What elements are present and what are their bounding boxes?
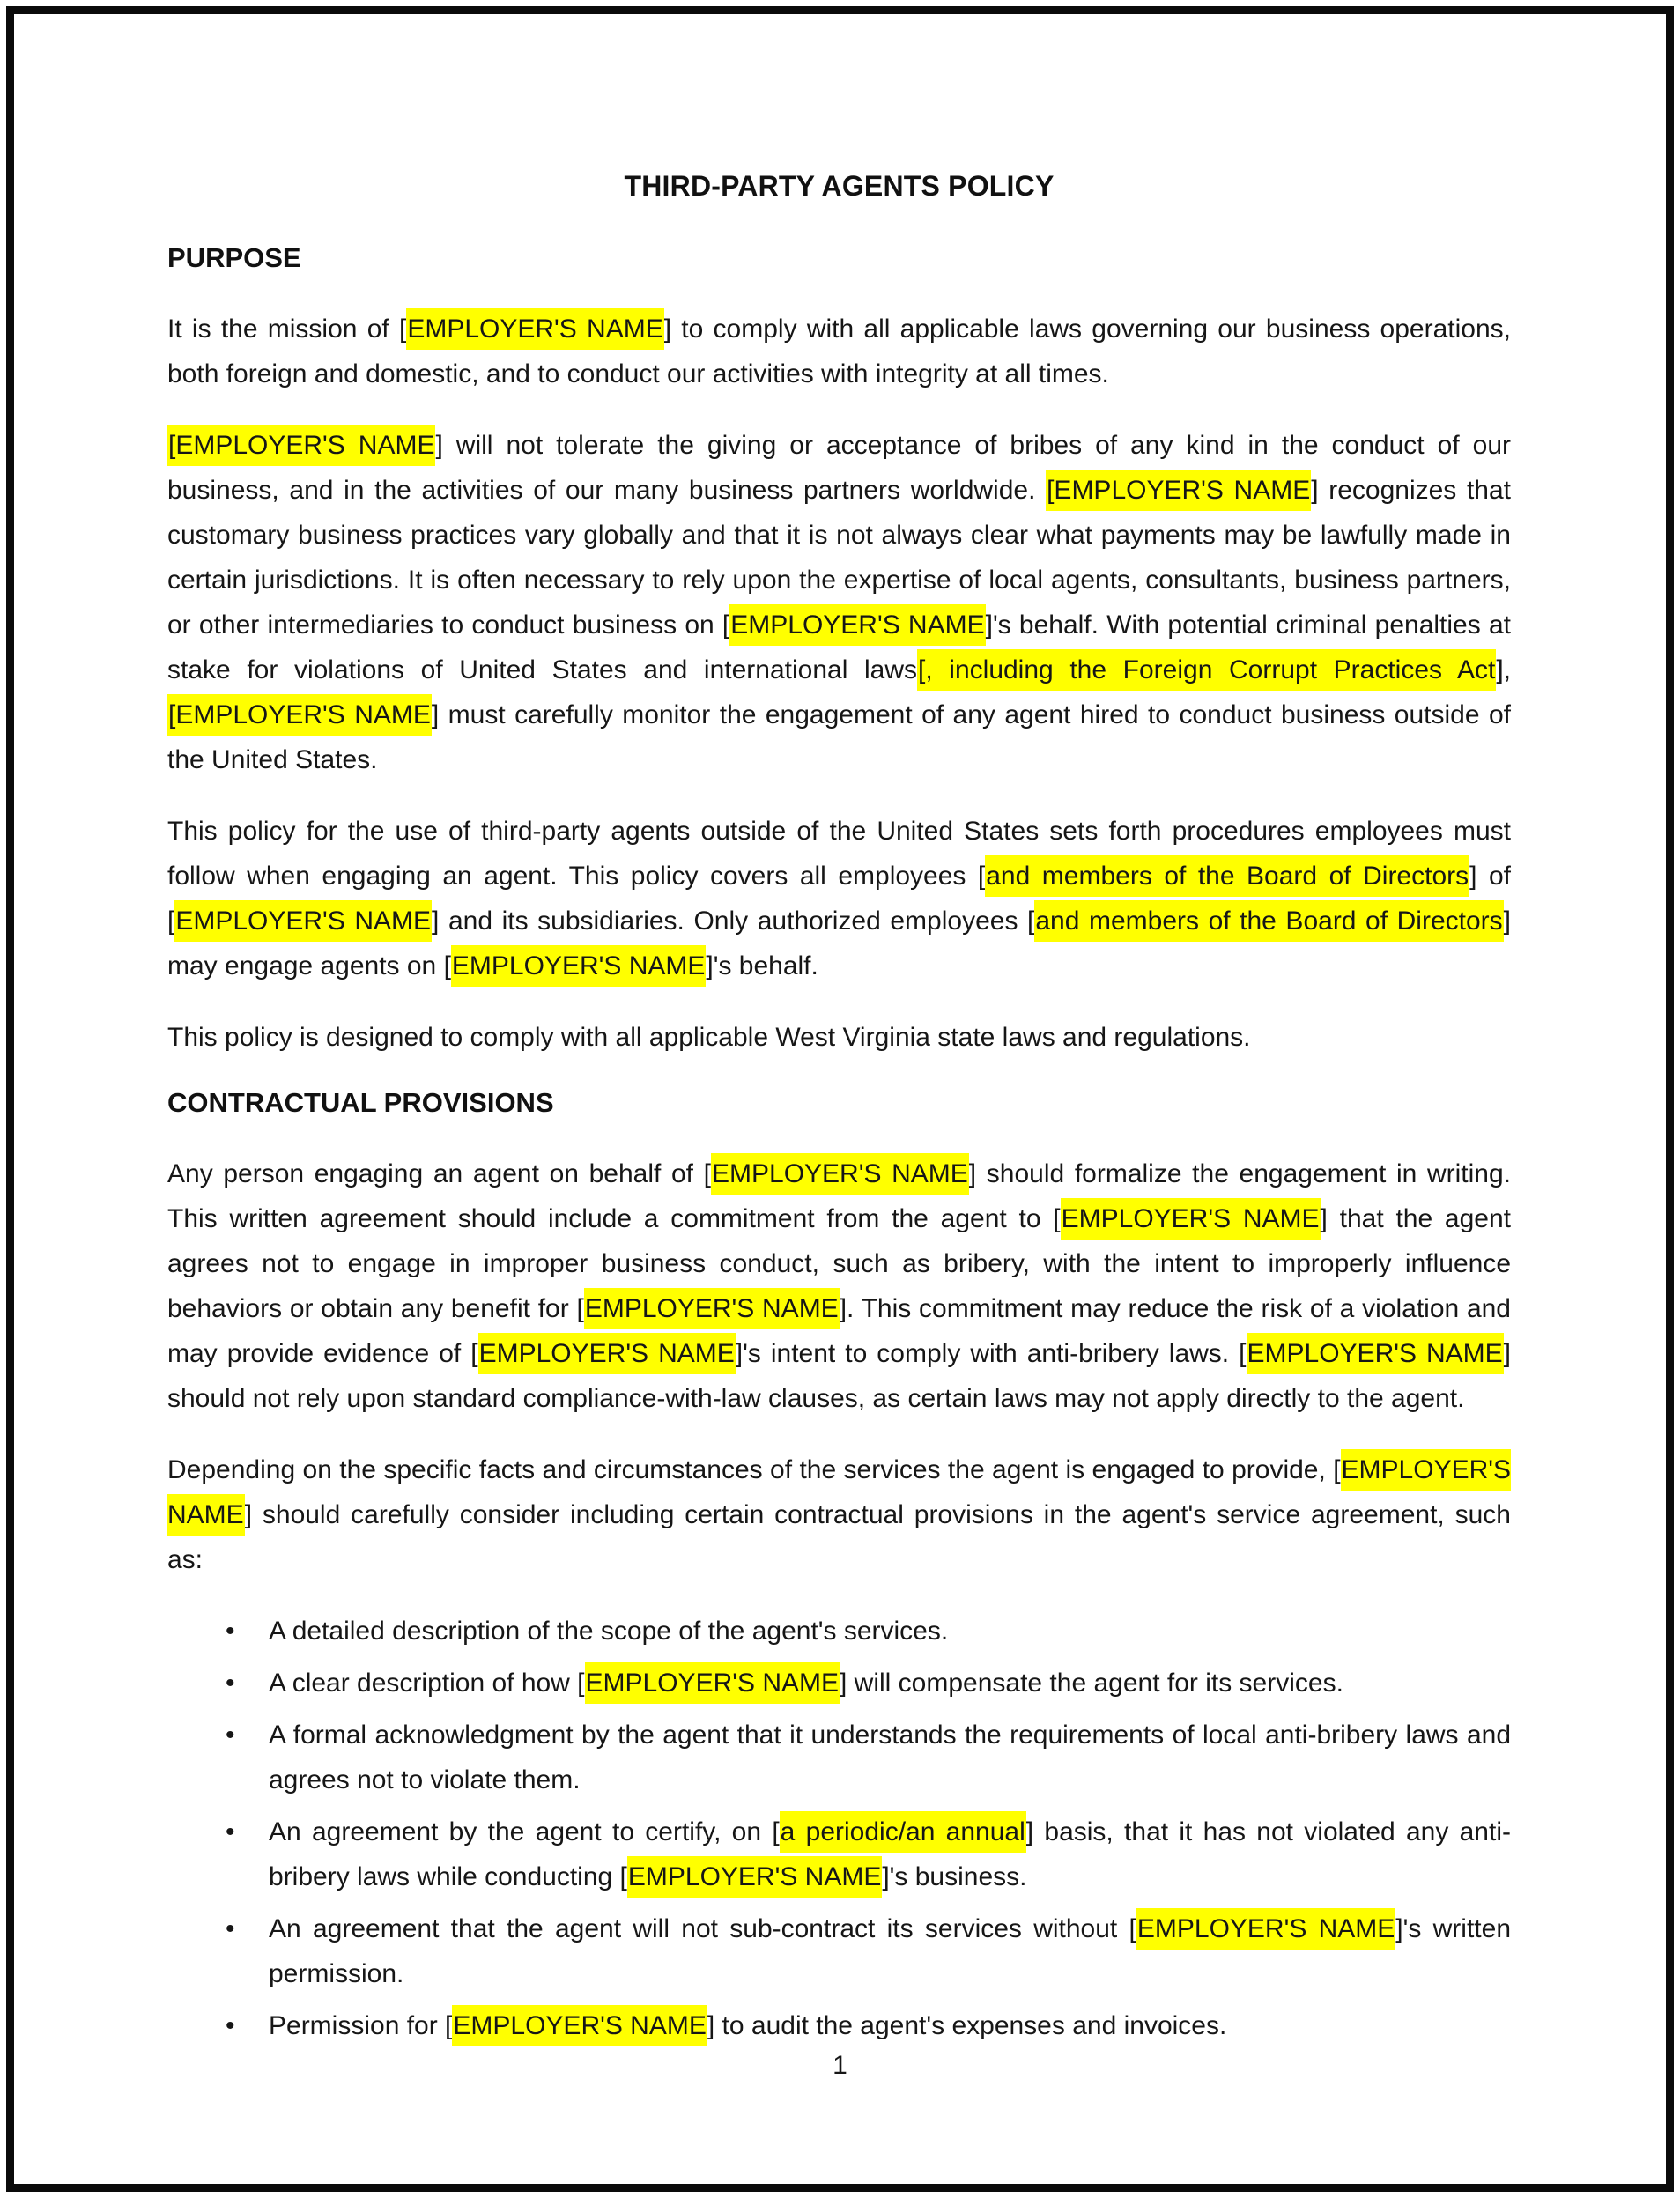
body-text-run: ]'s written permission. bbox=[269, 1914, 1511, 1988]
body-text-run: ] of [ bbox=[167, 862, 1511, 936]
body-text-run: ] may engage agents on [ bbox=[167, 907, 1512, 981]
body-text-run: Any person engaging an agent on behalf of [ bbox=[167, 1159, 711, 1188]
highlighted-placeholder-text: EMPLOYER'S NAME bbox=[584, 1288, 840, 1329]
paragraph-mission bbox=[167, 307, 1511, 396]
highlighted-placeholder-text: [EMPLOYER'S NAME bbox=[167, 425, 435, 466]
section-purpose bbox=[167, 241, 1511, 1060]
paragraph-no-bribes bbox=[167, 423, 1511, 782]
highlighted-placeholder-text: EMPLOYER'S NAME bbox=[174, 900, 432, 942]
body-text-run: ]. This commitment may reduce the risk of a violation and may provide evidence of [ bbox=[167, 1294, 1511, 1368]
paragraph-consider-provisions bbox=[167, 1447, 1511, 1582]
highlighted-placeholder-text: EMPLOYER'S NAME bbox=[452, 2005, 707, 2046]
body-text-run: ], bbox=[1496, 655, 1511, 685]
body-text-run: ] to audit the agent's expenses and invoices. bbox=[707, 2011, 1227, 2040]
highlighted-placeholder-text: EMPLOYER'S NAME bbox=[729, 604, 985, 646]
body-text-run: ] basis, that it has not violated any anti-bribery laws while conducting [ bbox=[269, 1817, 1511, 1891]
highlighted-placeholder-text: EMPLOYER'S NAME bbox=[1136, 1908, 1395, 1950]
body-text-run: It is the mission of [ bbox=[167, 315, 407, 344]
body-text-run: ] that the agent agrees not to engage in improper business conduct, such as bribery, with the intent to improperly influence behaviors or obtain any benefit for [ bbox=[167, 1204, 1512, 1323]
highlighted-placeholder-text: [, including the Foreign Corrupt Practices Act bbox=[917, 649, 1496, 691]
body-text-run: ] should carefully consider including certain contractual provisions in the agent's service agreement, such as: bbox=[167, 1500, 1511, 1574]
document-page bbox=[167, 0, 1511, 2055]
list-item bbox=[167, 2003, 1511, 2048]
body-text-run: ]'s business. bbox=[882, 1862, 1027, 1891]
highlighted-placeholder-text: EMPLOYER'S NAME bbox=[711, 1153, 969, 1195]
body-text-run: ] will compensate the agent for its services. bbox=[840, 1669, 1343, 1698]
highlighted-placeholder-text: EMPLOYER'S NAME bbox=[478, 1333, 736, 1374]
highlighted-placeholder-text: EMPLOYER'S NAME bbox=[627, 1856, 882, 1898]
body-text-run: ] should formalize the engagement in writing. This written agreement should include a commitment from the agent to [ bbox=[167, 1159, 1512, 1233]
bullet-icon: • bbox=[226, 1669, 235, 1698]
bullet-icon: • bbox=[226, 2011, 235, 2040]
body-text-run: An agreement that the agent will not sub-contract its services without [ bbox=[269, 1914, 1136, 1943]
highlighted-placeholder-text: EMPLOYER'S NAME bbox=[167, 1449, 1511, 1536]
bullet-icon: • bbox=[226, 1817, 235, 1846]
body-text-run: ]'s intent to comply with anti-bribery laws. [ bbox=[735, 1339, 1247, 1368]
highlighted-placeholder-text: EMPLOYER'S NAME bbox=[1061, 1198, 1321, 1240]
body-text-run: ] will not tolerate the giving or acceptance of bribes of any kind in the conduct of our business, and in the activities of our many business partners worldwide. bbox=[167, 431, 1512, 505]
bullet-icon: • bbox=[226, 1617, 235, 1646]
highlighted-placeholder-text: [EMPLOYER'S NAME bbox=[1046, 470, 1311, 511]
highlighted-placeholder-text: a periodic/an annual bbox=[780, 1811, 1026, 1853]
list-item bbox=[167, 1906, 1511, 1996]
body-text-run: Depending on the specific facts and circumstances of the services the agent is engaged to provide, [ bbox=[167, 1455, 1341, 1484]
body-text-run: A detailed description of the scope of the agent's services. bbox=[269, 1617, 949, 1646]
highlighted-placeholder-text: EMPLOYER'S NAME bbox=[1247, 1333, 1504, 1374]
body-text-run: ] and its subsidiaries. Only authorized employees [ bbox=[432, 907, 1035, 936]
highlighted-placeholder-text: EMPLOYER'S NAME bbox=[585, 1662, 840, 1704]
body-text-run: ] to comply with all applicable laws governing our business operations, both foreign and domestic, and to conduct our activities with integrity at all times. bbox=[167, 315, 1511, 389]
highlighted-placeholder-text: [EMPLOYER'S NAME bbox=[167, 694, 432, 736]
body-text-run: ] must carefully monitor the engagement of any agent hired to conduct business outside of the United States. bbox=[167, 700, 1511, 774]
page-title: THIRD-PARTY AGENTS POLICY bbox=[624, 170, 1055, 202]
bullet-icon: • bbox=[226, 1914, 235, 1943]
list-item bbox=[167, 1809, 1511, 1899]
body-text-run: ]'s behalf. bbox=[706, 951, 818, 981]
list-item bbox=[167, 1661, 1511, 1706]
purpose-heading: PURPOSE bbox=[167, 242, 301, 273]
body-text-run: This policy is designed to comply with all applicable West Virginia state laws and regulations. bbox=[167, 1023, 1251, 1052]
section-contractual-provisions bbox=[167, 1086, 1511, 2048]
body-text-run: ] recognizes that customary business practices vary globally and that it is not always clear what payments may be lawfully made in certain jurisdictions. It is often necessary to rely upon the expertise of local agents, consultants, business partners, or other intermediaries to conduct business on [ bbox=[167, 476, 1511, 640]
highlighted-placeholder-text: EMPLOYER'S NAME bbox=[451, 945, 706, 987]
body-text-run: An agreement by the agent to certify, on [ bbox=[269, 1817, 780, 1846]
bullet-icon: • bbox=[226, 1721, 235, 1750]
paragraph-policy-scope bbox=[167, 809, 1511, 988]
list-item bbox=[167, 1713, 1511, 1802]
body-text-run: A formal acknowledgment by the agent that it understands the requirements of local anti-bribery laws and agrees not to violate them. bbox=[269, 1721, 1511, 1795]
highlighted-placeholder-text: and members of the Board of Directors bbox=[1034, 900, 1503, 942]
body-text-run: This policy for the use of third-party agents outside of the United States sets forth procedures employees must follow when engaging an agent. This policy covers all employees [ bbox=[167, 817, 1511, 891]
list-item bbox=[167, 1609, 1511, 1654]
highlighted-placeholder-text: and members of the Board of Directors bbox=[985, 855, 1469, 897]
body-text-run: ] should not rely upon standard compliance-with-law clauses, as certain laws may not apply directly to the agent. bbox=[167, 1339, 1512, 1413]
page-number: 1 bbox=[833, 2051, 847, 2080]
body-text-run: ]'s behalf. With potential criminal penalties at stake for violations of United States and international laws bbox=[167, 611, 1511, 685]
paragraph-formalize-engagement bbox=[167, 1151, 1511, 1421]
body-text-run: A clear description of how [ bbox=[269, 1669, 585, 1698]
body-text-run: Permission for [ bbox=[269, 2011, 453, 2040]
contract-provisions-list bbox=[167, 1609, 1511, 2048]
highlighted-placeholder-text: EMPLOYER'S NAME bbox=[406, 308, 663, 350]
paragraph-state-law bbox=[167, 1015, 1511, 1060]
contractual-provisions-heading: CONTRACTUAL PROVISIONS bbox=[167, 1087, 554, 1118]
